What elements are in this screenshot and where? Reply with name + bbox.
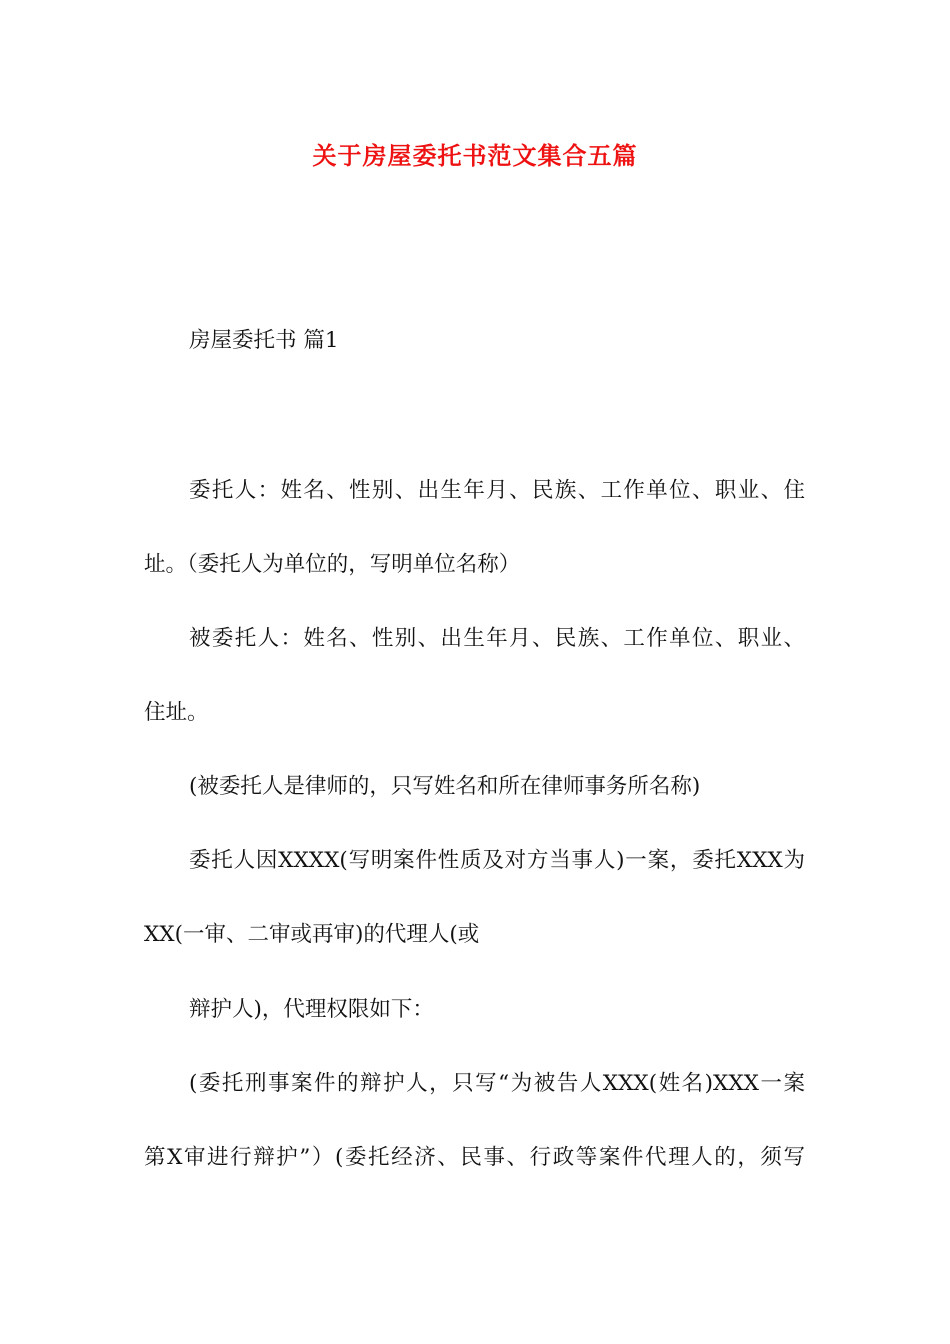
- paragraph-line: 第X审进行辩护”）(委托经济、民事、行政等案件代理人的，须写: [144, 1145, 805, 1170]
- paragraph-line: (被委托人是律师的，只写姓名和所在律师事务所名称): [189, 774, 701, 799]
- paragraph-line: 址。（委托人为单位的，写明单位名称）: [144, 552, 521, 577]
- paragraph-line: 住址。: [144, 700, 209, 725]
- paragraph-line: XX(一审、二审或再审)的代理人(或: [144, 922, 480, 947]
- paragraph-line: 辩护人)，代理权限如下：: [189, 997, 434, 1022]
- paragraph-line: 被委托人：姓名、性别、出生年月、民族、工作单位、职业、: [189, 626, 805, 651]
- document-title: 关于房屋委托书范文集合五篇: [312, 141, 638, 170]
- paragraph-line: 委托人因XXXX(写明案件性质及对方当事人)一案，委托XXX为: [189, 848, 805, 873]
- paragraph-line: (委托刑事案件的辩护人，只写“为被告人XXX(姓名)XXX一案: [189, 1071, 805, 1096]
- paragraph-line: 委托人：姓名、性别、出生年月、民族、工作单位、职业、住: [189, 478, 805, 503]
- section-heading: 房屋委托书 篇1: [189, 328, 339, 353]
